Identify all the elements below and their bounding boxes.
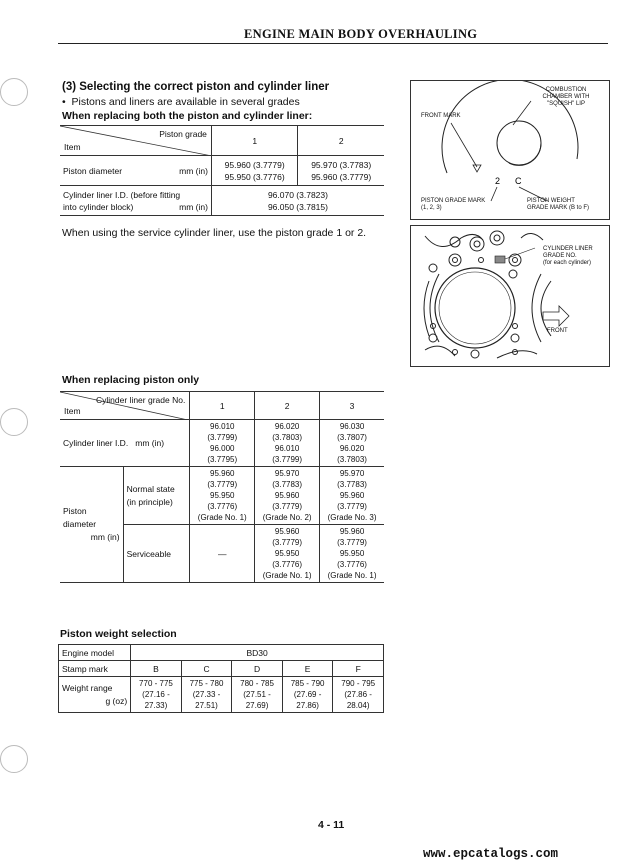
normal-grade3: 95.970 (3.7783) 95.960 (3.7779) (Grade No. 3) <box>320 467 384 525</box>
stamp-d: D <box>232 661 283 677</box>
weight-e: 785 - 790 (27.69 - 27.86) <box>282 677 333 713</box>
weight-b: 770 - 775 (27.16 - 27.33) <box>131 677 182 713</box>
liner-grade-col-2: 2 <box>255 392 320 420</box>
diag-header-cell: Piston grade Item <box>60 126 211 156</box>
grade-1-header: 1 <box>211 126 298 156</box>
piston-grade-mark-label: PISTON GRADE MARK (1, 2, 3) <box>421 198 486 211</box>
page-number: 4 - 11 <box>318 819 345 831</box>
engine-model-label: Engine model <box>59 645 131 661</box>
engine-model-value: BD30 <box>131 645 384 661</box>
grade-2-header: 2 <box>298 126 384 156</box>
table2-heading: When replacing piston only <box>62 374 200 386</box>
serviceable-grade3: 95.960 (3.7779) 95.950 (3.7776) (Grade No. 1) <box>320 525 384 583</box>
cylinder-block-diagram <box>410 225 610 367</box>
stamp-mark-label: Stamp mark <box>59 661 131 677</box>
table3-heading: Piston weight selection <box>60 628 177 640</box>
piston-diameter-label: Piston diameter mm (in) <box>60 467 123 583</box>
liner-id-label: Cylinder liner I.D. (before fitting into cylinder block) mm (in) <box>60 186 211 216</box>
normal-state-label: Normal state (in principle) <box>123 467 190 525</box>
footer-watermark: www.epcatalogs.com <box>423 847 559 861</box>
combustion-label: COMBUSTION CHAMBER WITH "SQUISH" LIP <box>542 87 590 107</box>
stamp-c: C <box>181 661 232 677</box>
piston-grade1-value: 95.960 (3.7779) 95.950 (3.7776) <box>211 156 298 186</box>
svg-text:2: 2 <box>495 176 501 186</box>
binder-hole <box>0 78 28 106</box>
page-header-title: ENGINE MAIN BODY OVERHAULING <box>244 27 478 41</box>
front-mark-label: FRONT MARK <box>421 113 461 119</box>
stamp-e: E <box>282 661 333 677</box>
liner-grade-col-1: 1 <box>190 392 255 420</box>
weight-range-label: Weight range g (oz) <box>59 677 131 713</box>
piston-top-diagram <box>410 80 610 220</box>
liner-grade-label: CYLINDER LINER GRADE NO. (for each cylinder) <box>543 246 593 266</box>
piston-diameter-label: Piston diameter mm (in) <box>60 156 211 186</box>
table1-heading: When replacing both the piston and cylinder liner: <box>62 110 313 122</box>
liner-grade-col-3: 3 <box>320 392 384 420</box>
liner-id-grade1: 96.010 (3.7799) 96.000 (3.7795) <box>190 420 255 467</box>
liner-id-value: 96.070 (3.7823) 96.050 (3.7815) <box>211 186 384 216</box>
liner-id-grade2: 96.020 (3.7803) 96.010 (3.7799) <box>255 420 320 467</box>
section-title: (3) Selecting the correct piston and cylinder liner <box>62 81 330 93</box>
table-piston-only <box>60 391 384 583</box>
weight-f: 790 - 795 (27.86 - 28.04) <box>333 677 384 713</box>
normal-grade2: 95.970 (3.7783) 95.960 (3.7779) (Grade No. 2) <box>255 467 320 525</box>
weight-d: 780 - 785 (27.51 - 27.69) <box>232 677 283 713</box>
weight-c: 775 - 780 (27.33 - 27.51) <box>181 677 232 713</box>
serviceable-grade2: 95.960 (3.7779) 95.950 (3.7776) (Grade No. 1) <box>255 525 320 583</box>
diag-header-cell: Cylinder liner grade No. Item <box>60 392 190 420</box>
front-label: FRONT <box>547 328 568 334</box>
header-rule <box>58 43 608 44</box>
service-liner-note: When using the service cylinder liner, use the piston grade 1 or 2. <box>62 227 367 239</box>
binder-hole <box>0 745 28 773</box>
bullet-dot: • <box>62 96 72 108</box>
table-piston-and-liner <box>60 125 384 216</box>
piston-grade2-value: 95.970 (3.7783) 95.960 (3.7779) <box>298 156 384 186</box>
normal-grade1: 95.960 (3.7779) 95.950 (3.7776) (Grade No. 1) <box>190 467 255 525</box>
section-bullet: • Pistons and liners are available in several grades <box>62 96 300 108</box>
stamp-f: F <box>333 661 384 677</box>
binder-hole <box>0 408 28 436</box>
table-piston-weight <box>58 644 384 713</box>
liner-id-label: Cylinder liner I.D. mm (in) <box>60 420 190 467</box>
serviceable-grade1: — <box>190 525 255 583</box>
liner-id-grade3: 96.030 (3.7807) 96.020 (3.7803) <box>320 420 384 467</box>
svg-text:C: C <box>515 176 522 186</box>
stamp-b: B <box>131 661 182 677</box>
piston-weight-label: PISTON WEIGHT GRADE MARK (B to F) <box>527 198 590 211</box>
serviceable-label: Serviceable <box>123 525 190 583</box>
